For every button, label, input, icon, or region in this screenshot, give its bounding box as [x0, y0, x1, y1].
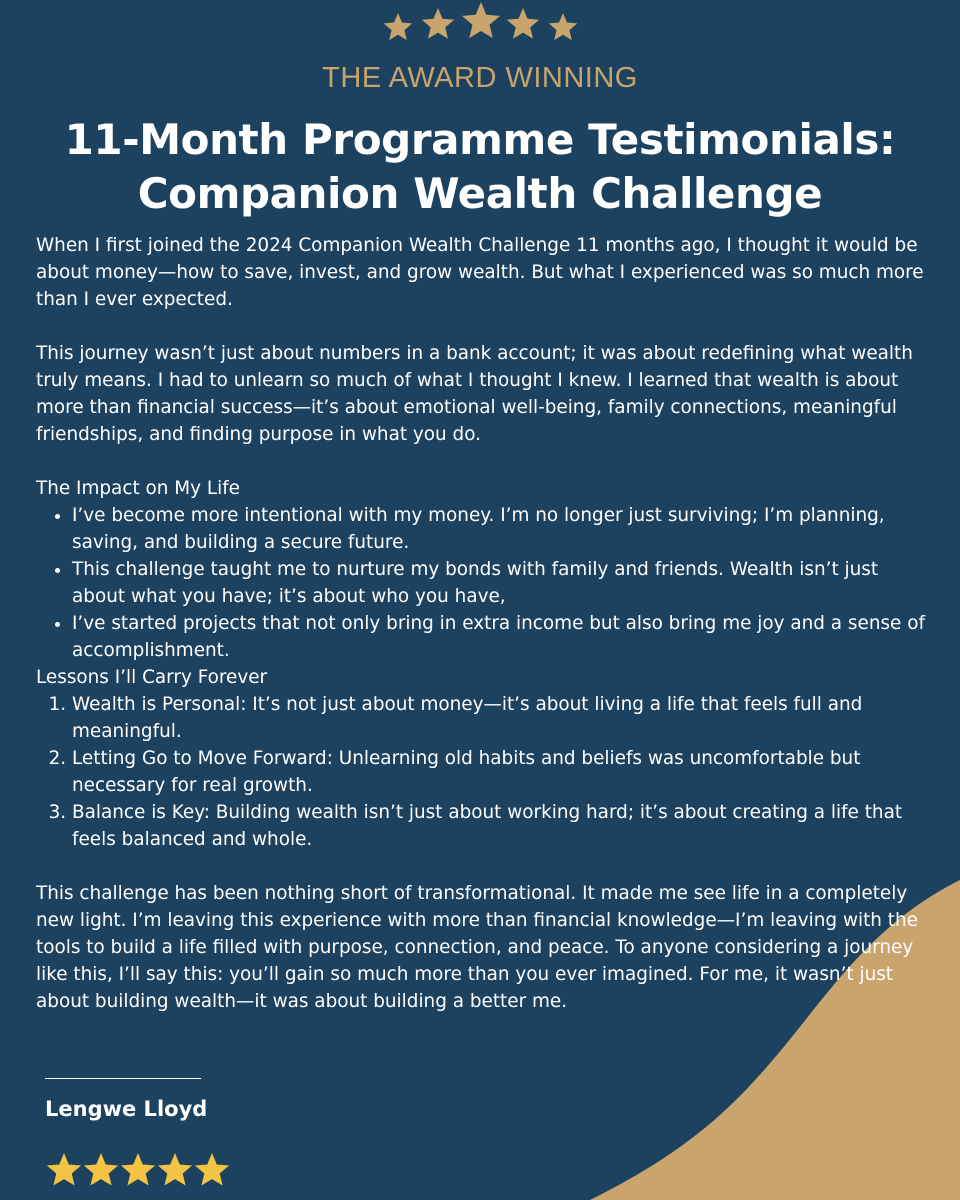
author-divider [45, 1078, 201, 1079]
star-icon [549, 13, 578, 40]
star-icon [121, 1153, 155, 1186]
journey-paragraph: This journey wasn’t just about numbers in a bank account; it was about redefining what wealth truly means. I had to unlearn so much of what I thought I knew. I learned that wealth is about more than financial success—it’s about emotional well-being, family connections, meaningful friendships, and finding purpose in what you do. [36, 343, 913, 445]
list-item: 2. Letting Go to Move Forward: Unlearning old habits and beliefs was uncomfortable but necessary for real growth. [72, 745, 928, 799]
author-name: Lengwe Lloyd [45, 1097, 208, 1121]
star-icon [384, 13, 413, 40]
star-icon [422, 8, 454, 39]
impact-heading: The Impact on My Life [36, 478, 240, 499]
testimonial-body [36, 232, 928, 1042]
list-item: • I’ve become more intentional with my money. I’m no longer just surviving; I’m planning, saving, and building a secure future. [72, 502, 928, 556]
star-icon [507, 8, 539, 39]
star-icon [47, 1153, 81, 1186]
list-item: 1. Wealth is Personal: It’s not just about money—it’s about living a life that feels full and meaningful. [72, 691, 928, 745]
star-icon [84, 1153, 118, 1186]
page-title-line-1: 11-Month Programme Testimonials: [64, 115, 896, 164]
rating-stars-author [40, 1148, 240, 1194]
list-item: • This challenge taught me to nurture my bonds with family and friends. Wealth isn’t just about what you have; it’s about who you have, [72, 556, 928, 610]
lessons-list [36, 691, 928, 853]
star-icon [158, 1153, 192, 1186]
award-kicker: THE AWARD WINNING [322, 62, 638, 94]
lessons-heading: Lessons I’ll Carry Forever [36, 667, 268, 688]
closing-paragraph: This challenge has been nothing short of transformational. It made me see life in a completely new light. I’m leaving this experience with more than financial knowledge—I’m leaving with the tools to build a life filled with purpose, connection, and peace. To anyone considering a journey like this, I’ll say this: you’ll gain so much more than you ever imagined. For me, it wasn’t just about building wealth—it was about building a better me. [36, 883, 918, 1012]
impact-list [36, 502, 928, 664]
page-title-line-2: Companion Wealth Challenge [137, 169, 823, 218]
star-icon [195, 1153, 229, 1186]
list-item: • I’ve started projects that not only bring in extra income but also bring me joy and a sense of accomplishment. [72, 610, 928, 664]
rating-stars-top [0, 0, 960, 50]
star-icon [462, 2, 500, 38]
page-title [20, 113, 940, 221]
intro-paragraph: When I first joined the 2024 Companion Wealth Challenge 11 months ago, I thought it would be about money—how to save, invest, and grow wealth. But what I experienced was so much more than I ever expected. [36, 235, 924, 310]
list-item: 3. Balance is Key: Building wealth isn’t just about working hard; it’s about creating a life that feels balanced and whole. [72, 799, 928, 853]
